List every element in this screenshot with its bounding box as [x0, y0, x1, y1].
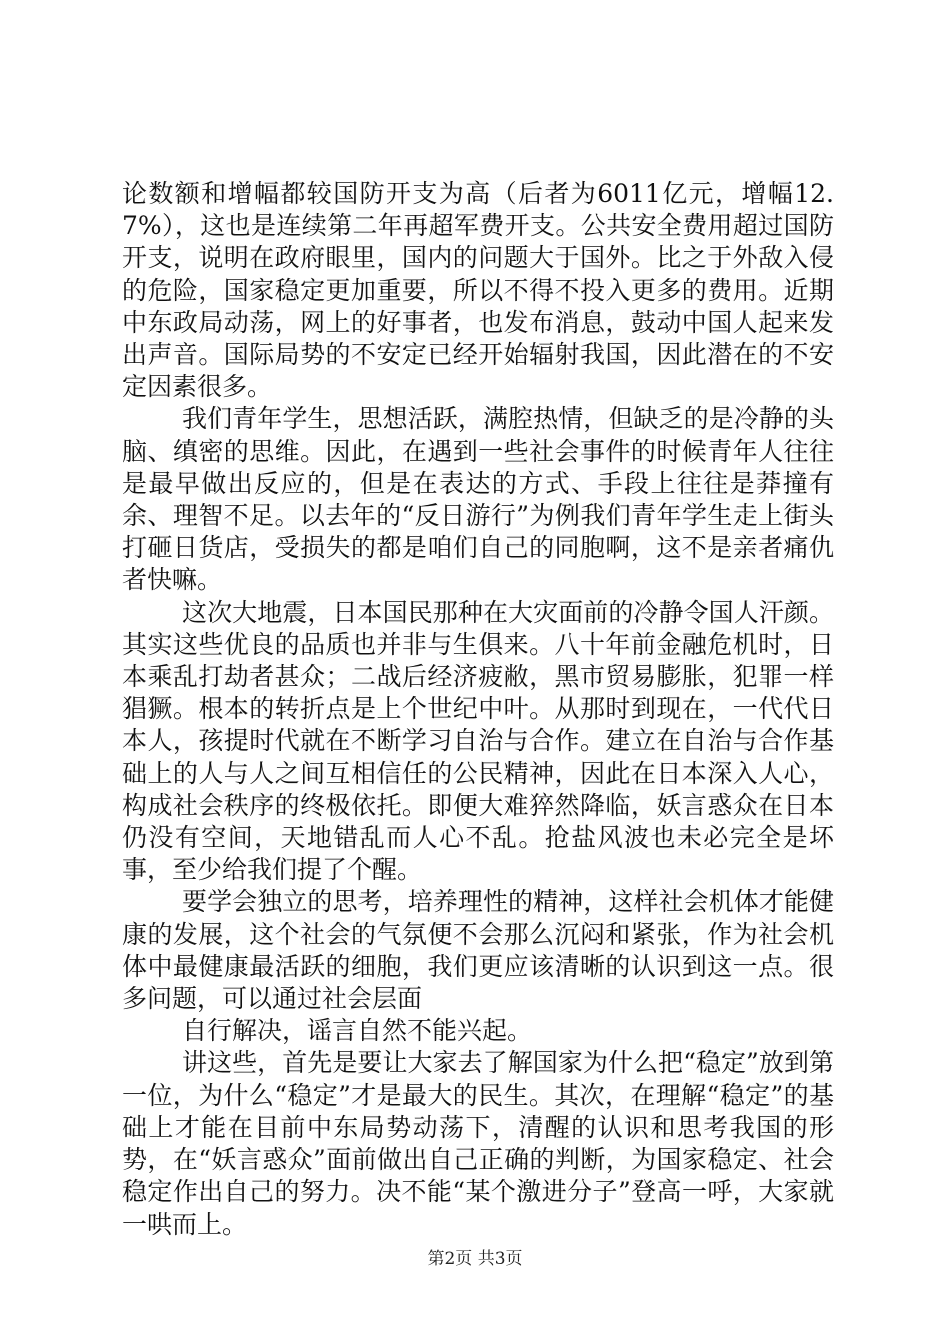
paragraph-2: 我们青年学生，思想活跃，满腔热情，但缺乏的是冷静的头脑、缜密的思维。因此，在遇到一些社会事件的时候青年人往往是最早做出反应的，但是在表达的方式、手段上往往是莽撞有余、理智不足。以去年的“反日游行”为例我们青年学生走上街头打砸日货店，受损失的都是咱们自己的同胞啊，这不是亲者痛仇者快嘛。 — [122, 404, 834, 595]
page-number-footer: 第2页 共3页 — [427, 1249, 523, 1269]
document-body — [122, 178, 834, 1241]
paragraph-3: 这次大地震，日本国民那种在大灾面前的冷静令国人汗颜。其实这些优良的品质也并非与生俱来。八十年前金融危机时，日本乘乱打劫者甚众；二战后经济疲敝，黑市贸易膨胀，犯罪一样猖獗。根本的转折点是上个世纪中叶。从那时到现在，一代代日本人，孩提时代就在不断学习自治与合作。建立在自治与合作基础上的人与人之间互相信任的公民精神，因此在日本深入人心，构成社会秩序的终极依托。即便大难猝然降临，妖言惑众在日本仍没有空间，天地错乱而人心不乱。抢盐风波也未必完全是坏事，至少给我们提了个醒。 — [122, 597, 834, 885]
paragraph-5: 自行解决，谣言自然不能兴起。 — [182, 1016, 533, 1046]
paragraph-1: 论数额和增幅都较国防开支为高（后者为6011亿元，增幅12.7%），这也是连续第二年再超军费开支。公共安全费用超过国防开支，说明在政府眼里，国内的问题大于国外。比之于外敌入侵的危险，国家稳定更加重要，所以不得不投入更多的费用。近期中东政局动荡，网上的好事者，也发布消息，鼓动中国人起来发出声音。国际局势的不安定已经开始辐射我国，因此潜在的不安定因素很多。 — [122, 179, 834, 402]
paragraph-4: 要学会独立的思考，培养理性的精神，这样社会机体才能健康的发展，这个社会的气氛便不会那么沉闷和紧张，作为社会机体中最健康最活跃的细胞，我们更应该清晰的认识到这一点。很多问题，可以通过社会层面 — [122, 887, 834, 1014]
paragraph-6: 讲这些，首先是要让大家去了解国家为什么把“稳定”放到第一位，为什么“稳定”才是最大的民生。其次，在理解“稳定”的基础上才能在目前中东局势动荡下，清醒的认识和思考我国的形势，在“妖言惑众”面前做出自己正确的判断，为国家稳定、社会稳定作出自己的努力。决不能“某个激进分子”登高一呼，大家就一哄而上。 — [122, 1048, 834, 1239]
